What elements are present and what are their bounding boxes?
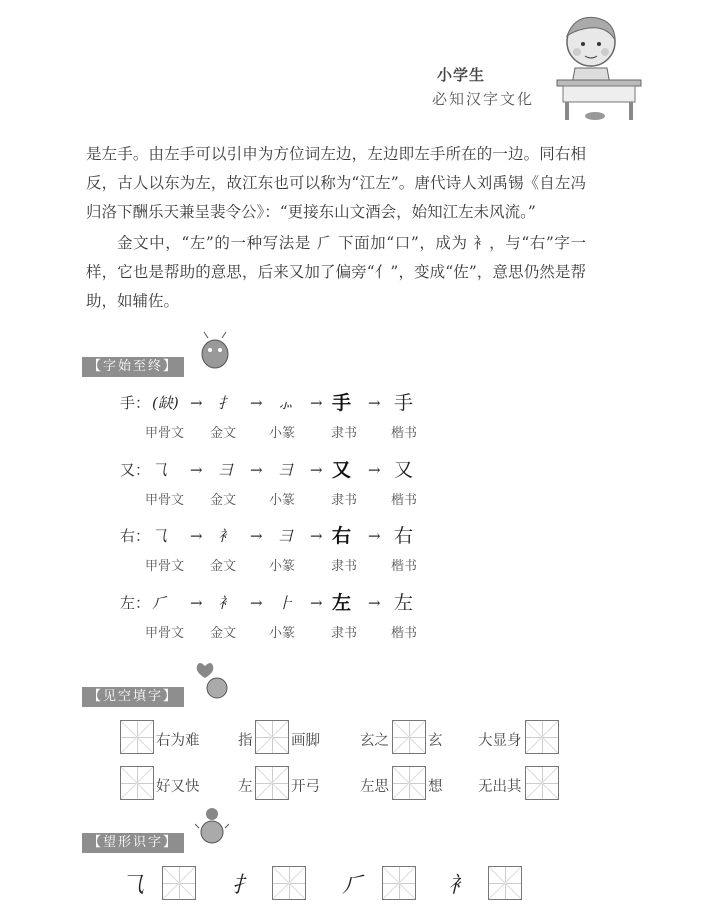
script-caption: 小篆 xyxy=(269,626,296,641)
bug-illustration xyxy=(198,330,232,370)
script-caption-row xyxy=(145,622,445,640)
fill-text-before: 左思 xyxy=(360,779,389,795)
writing-grid-box[interactable] xyxy=(525,766,559,800)
xiaozhuan-form: ⺗ xyxy=(278,394,294,412)
evolution-row xyxy=(120,391,440,415)
script-caption: 甲骨文 xyxy=(145,493,185,508)
jinwen-form: ⻂ xyxy=(218,527,234,545)
character-label: 手： xyxy=(120,394,151,412)
fill-text-after: 好又快 xyxy=(156,779,200,795)
evolution-row xyxy=(120,591,440,615)
script-caption: 楷书 xyxy=(391,626,418,641)
paragraph-1: 是左手。由左手可以引申为方位词左边，左边即左手所在的一边。同右相反，古人以东为左，故江东也可以称为“江左”。唐代诗人刘禹锡《自左冯归洛下酬乐天兼呈裴令公》：“更接东山文酒会，始知江左未风流。” xyxy=(86,145,586,221)
xiaozhuan-form: ⺕ xyxy=(278,461,294,479)
series-title: 小学生 xyxy=(437,66,486,84)
xiaozhuan-form: ⺊ xyxy=(278,594,294,612)
writing-grid-box[interactable] xyxy=(525,720,559,754)
arrow: → xyxy=(190,594,203,612)
script-caption: 隶书 xyxy=(331,559,358,574)
fill-text-before: 大显身 xyxy=(478,733,522,749)
script-caption-row xyxy=(145,422,445,440)
writing-grid-box[interactable] xyxy=(162,866,196,900)
ancient-glyph: ⻂ xyxy=(448,873,471,898)
jiagu-form: ⺁ xyxy=(152,594,168,612)
paragraph-2: 金文中，“左”的一种写法是 ⺁ 下面加“口”，成为 ⻂，与“右”字一样，它也是帮助的意思，后来又加了偏旁“亻”，变成“佐”，意思仍然是帮助，如辅佐。 xyxy=(86,234,586,310)
script-caption-row xyxy=(145,555,445,573)
arrow: → xyxy=(310,594,323,612)
section-label-identify: 【望形识字】 xyxy=(82,833,184,853)
script-caption: 小篆 xyxy=(269,493,296,508)
lishu-form: 手 xyxy=(332,392,352,414)
arrow: → xyxy=(368,394,381,412)
heart-bug-illustration xyxy=(195,660,229,700)
arrow: → xyxy=(250,527,263,545)
script-caption: 金文 xyxy=(210,426,237,441)
script-caption: 楷书 xyxy=(391,559,418,574)
arrow: → xyxy=(310,394,323,412)
lishu-form: 又 xyxy=(332,459,352,481)
fill-text-after: 右为难 xyxy=(156,733,200,749)
arrow: → xyxy=(368,594,381,612)
jinwen-form: ⺕ xyxy=(218,461,234,479)
script-caption-row xyxy=(145,489,445,507)
kaishu-form: 手 xyxy=(394,392,414,414)
writing-grid-box[interactable] xyxy=(272,866,306,900)
script-caption: 金文 xyxy=(210,559,237,574)
fill-text-after: 开弓 xyxy=(291,779,320,795)
flower-bug-illustration xyxy=(195,806,229,846)
script-caption: 甲骨文 xyxy=(145,426,185,441)
kaishu-form: 右 xyxy=(394,525,414,547)
fill-text-before: 玄之 xyxy=(360,733,389,749)
script-caption: 小篆 xyxy=(269,559,296,574)
writing-grid-box[interactable] xyxy=(392,720,426,754)
lishu-form: 右 xyxy=(332,525,352,547)
fill-text-before: 无出其 xyxy=(478,779,522,795)
section-label-fill-blank: 【见空填字】 xyxy=(82,687,184,707)
ancient-glyph: ⺘ xyxy=(232,873,255,898)
fill-text-after: 想 xyxy=(428,779,443,795)
writing-grid-box[interactable] xyxy=(120,720,154,754)
arrow: → xyxy=(190,394,203,412)
fill-text-after: 玄 xyxy=(428,733,443,749)
character-label: 左： xyxy=(120,594,151,612)
section-label-evolution: 【字始至终】 xyxy=(82,357,184,377)
arrow: → xyxy=(250,461,263,479)
arrow: → xyxy=(190,527,203,545)
writing-grid-box[interactable] xyxy=(382,866,416,900)
script-caption: 小篆 xyxy=(269,426,296,441)
evolution-row xyxy=(120,458,440,482)
fill-text-after: 画脚 xyxy=(291,733,320,749)
arrow: → xyxy=(250,594,263,612)
xiaozhuan-form: ⺕ xyxy=(278,527,294,545)
writing-grid-box[interactable] xyxy=(488,866,522,900)
jinwen-form: ⻂ xyxy=(218,594,234,612)
script-caption: 楷书 xyxy=(391,493,418,508)
writing-grid-box[interactable] xyxy=(255,720,289,754)
character-label: 右： xyxy=(120,527,151,545)
writing-grid-box[interactable] xyxy=(392,766,426,800)
script-caption: 金文 xyxy=(210,493,237,508)
fill-text-before: 指 xyxy=(238,733,253,749)
character-label: 又： xyxy=(120,461,151,479)
arrow: → xyxy=(368,527,381,545)
script-caption: 隶书 xyxy=(331,493,358,508)
jiagu-form: ⺄ xyxy=(152,461,168,479)
jiagu-form: ⺄ xyxy=(152,527,168,545)
arrow: → xyxy=(190,461,203,479)
writing-grid-box[interactable] xyxy=(120,766,154,800)
kaishu-form: 左 xyxy=(394,592,414,614)
script-caption: 隶书 xyxy=(331,426,358,441)
student-mascot-illustration xyxy=(555,12,645,122)
script-caption: 楷书 xyxy=(391,426,418,441)
lishu-form: 左 xyxy=(332,592,352,614)
kaishu-form: 又 xyxy=(394,459,414,481)
script-caption: 隶书 xyxy=(331,626,358,641)
jiagu-form: (缺) xyxy=(152,394,179,412)
arrow: → xyxy=(368,461,381,479)
series-subtitle: 必知汉字文化 xyxy=(432,90,535,108)
evolution-row xyxy=(120,524,440,548)
script-caption: 甲骨文 xyxy=(145,559,185,574)
jinwen-form: ⺘ xyxy=(218,394,234,412)
writing-grid-box[interactable] xyxy=(255,766,289,800)
ancient-glyph: ⺁ xyxy=(342,873,365,898)
arrow: → xyxy=(310,461,323,479)
script-caption: 金文 xyxy=(210,626,237,641)
fill-text-before: 左 xyxy=(238,779,253,795)
arrow: → xyxy=(310,527,323,545)
ancient-glyph: ⺄ xyxy=(122,873,145,898)
script-caption: 甲骨文 xyxy=(145,626,185,641)
arrow: → xyxy=(250,394,263,412)
